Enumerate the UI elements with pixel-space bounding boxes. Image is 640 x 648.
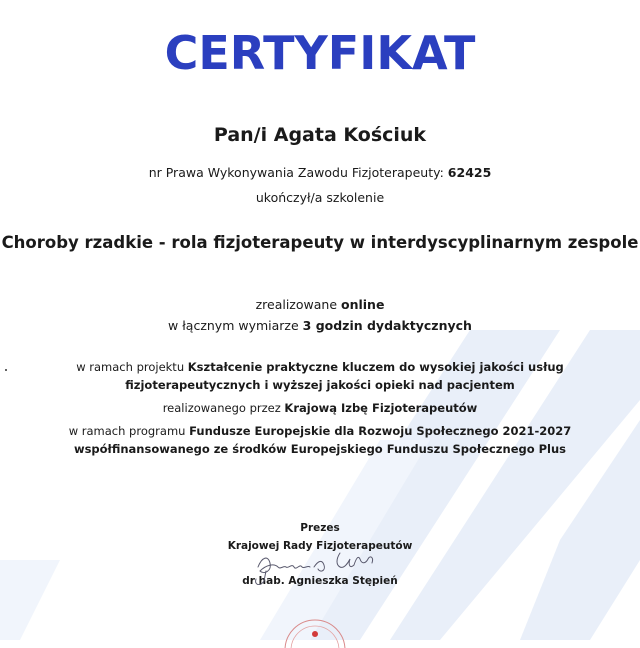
handwritten-signature xyxy=(240,545,390,585)
implemented-line xyxy=(0,401,640,415)
hours-line xyxy=(0,318,640,333)
recipient-name: Pan/i Agata Kościuk xyxy=(213,124,427,146)
signer-name: dr hab. Agnieszka Stępień xyxy=(242,575,398,587)
official-seal xyxy=(270,608,360,648)
implemented-prefix: realizowanego przez xyxy=(162,401,285,415)
program-name: Fundusze Europejskie dla Rozwoju Społecznego 2021-2027 xyxy=(189,424,572,438)
mode-prefix: zrealizowane xyxy=(255,297,341,312)
project-prefix: w ramach projektu xyxy=(76,360,188,374)
hours-prefix: w łącznym wymiarze xyxy=(168,318,303,333)
mode-line xyxy=(0,297,640,312)
cofinanced-line: współfinansowanego ze środków Europejskiego Funduszu Społecznego Plus xyxy=(73,442,567,456)
project-name-2: fizjoterapeutycznych i wyższej jakości opieki nad pacjentem xyxy=(125,378,515,392)
course-title: Choroby rzadkie - rola fizjoterapeuty w interdyscyplinarnym zespole xyxy=(1,233,639,252)
mode-value: online xyxy=(340,297,385,312)
hours-value: 3 godzin dydaktycznych xyxy=(302,318,472,333)
license-prefix: nr Prawa Wykonywania Zawodu Fizjoterapeuty: xyxy=(148,165,448,180)
project-name-1: Kształcenie praktyczne kluczem do wysokiej jakości usług xyxy=(187,360,564,374)
signer-role: Prezes xyxy=(300,522,340,534)
project-line-1 xyxy=(0,360,640,374)
program-prefix: w ramach programu xyxy=(68,424,190,438)
implemented-by: Krajową Izbę Fizjoterapeutów xyxy=(284,401,478,415)
license-number: 62425 xyxy=(447,165,492,180)
certificate-title: CERTYFIKAT xyxy=(164,26,476,80)
program-line xyxy=(0,424,640,438)
completed-label: ukończył/a szkolenie xyxy=(255,190,385,205)
signer-council: Krajowej Rady Fizjoterapeutów xyxy=(227,540,413,552)
license-line xyxy=(0,165,640,180)
